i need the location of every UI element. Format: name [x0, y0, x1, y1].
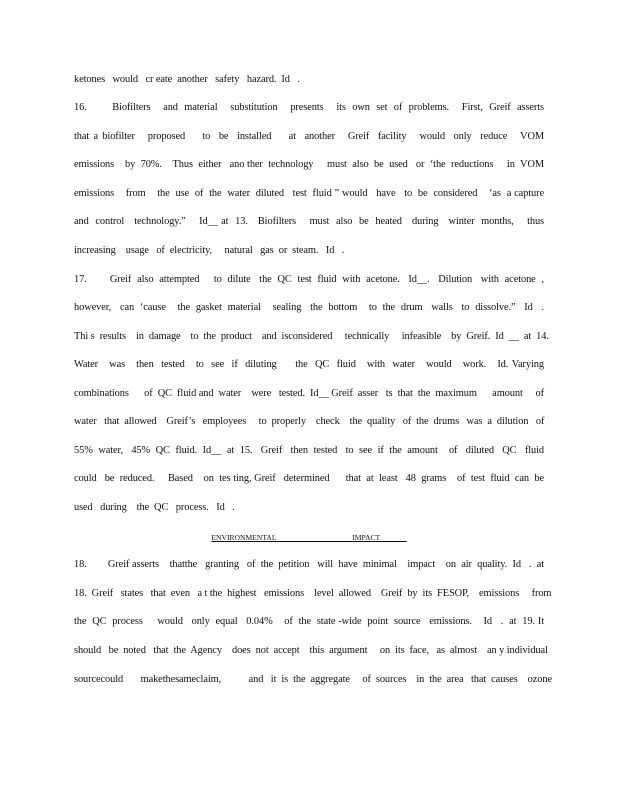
text-line: however, can ‘cause the gasket material sealing the bottom to the drum walls to dissolve.” Id .	[74, 302, 544, 313]
section-heading-gap	[276, 533, 352, 542]
text-line: emissions by 70%. Thus either ano ther technology must also be used or ‘the reductions in VOM	[74, 159, 544, 170]
text-line: could be reduced. Based on tes ting, Greif determined that at least 48 grams of test fluid can be	[74, 473, 544, 484]
text-line: 17. Greif also attempted to dilute the QC test fluid with acetone. Id__. Dilution with acetone ,	[74, 274, 544, 285]
section-heading-tail	[380, 533, 407, 542]
text-line: 18. Greif asserts thatthe granting of the petition will have minimal impact on air quality. Id . at	[74, 559, 544, 570]
text-line: that a biofilter proposed to be installed at another Greif facility would only reduce VOM	[74, 131, 544, 142]
text-line: the QC process would only equal 0.04% of the state -wide point source emissions. Id . at 19. It	[74, 616, 544, 627]
text-line: increasing usage of electricity, natural gas or steam. Id .	[74, 245, 345, 256]
section-heading-left: ENVIRONMENTAL	[211, 533, 277, 542]
text-line: water that allowed Greif’s employees to properly check the quality of the drums was a dilution of	[74, 416, 545, 427]
text-line: 55% water, 45% QC fluid. Id__ at 15. Greif then tested to see if the amount of diluted QC fluid	[74, 445, 544, 456]
text-line: 16. Biofilters and material substitution presents its own set of problems. First, Greif asserts	[74, 102, 544, 113]
section-heading-right: IMPACT	[352, 533, 381, 542]
text-line: 18. Greif states that even a t the highest emissions level allowed Greif by its FESOP, emissions from	[74, 588, 552, 599]
text-line: Water was then tested to see if diluting the QC fluid with water would work. Id. Varying	[74, 359, 544, 370]
text-line: and control technology.” Id__ at 13. Biofilters must also be heated during winter months, thus	[74, 216, 544, 227]
text-line: ketones would cr eate another safety hazard. Id .	[74, 74, 300, 85]
text-line: should be noted that the Agency does not accept this argument on its face, as almost an y individual	[74, 645, 548, 656]
text-line: sourcecould makethesameclaim, and it is the aggregate of sources in the area that causes ozone	[74, 674, 552, 685]
text-line: used during the QC process. Id .	[74, 502, 235, 513]
text-line: combinations of QC fluid and water were tested. Id__ Greif asser ts that the maximum amount of	[74, 388, 544, 399]
text-line: emissions from the use of the water diluted test fluid ” would have to be considered ‘as a capture	[74, 188, 544, 199]
text-line: Thi s results in damage to the product and isconsidered technically infeasible by Greif. Id __ at 14.	[74, 331, 549, 342]
section-heading	[0, 532, 618, 544]
